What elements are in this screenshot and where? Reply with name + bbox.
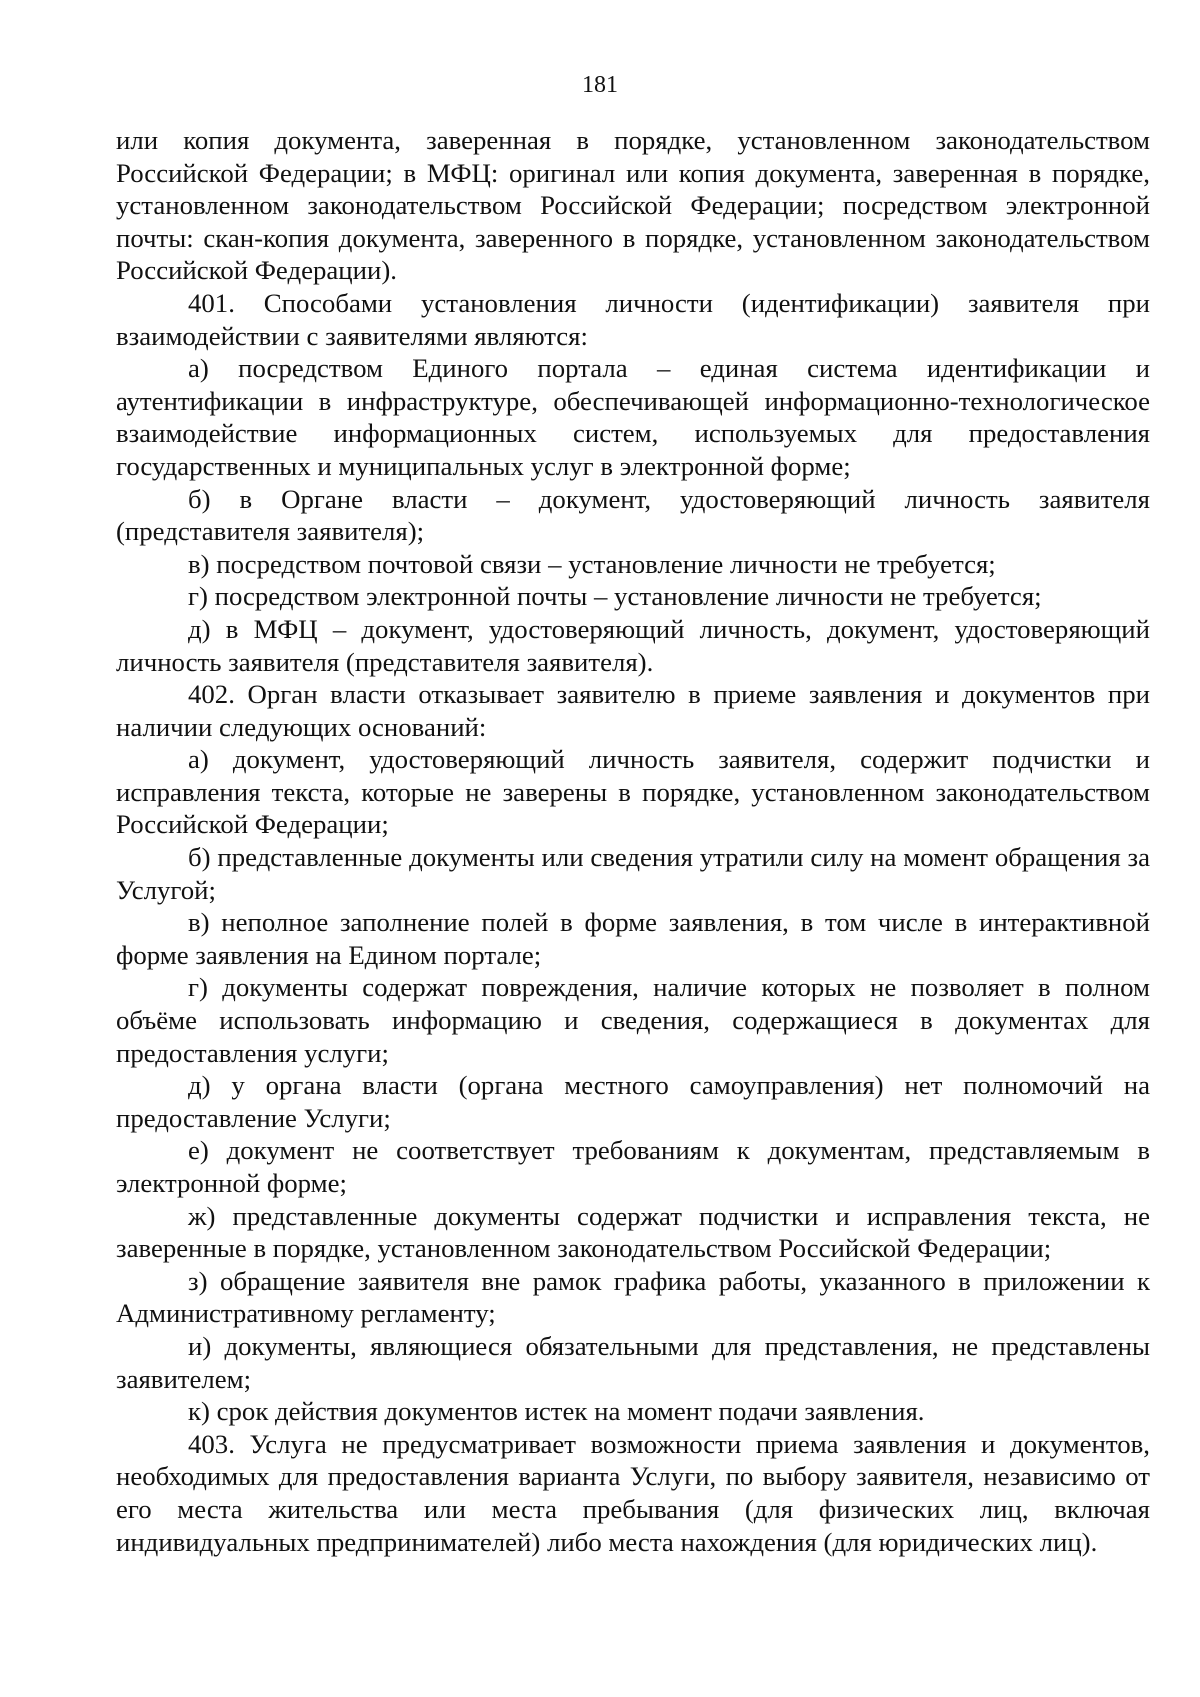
page-number: 181 [582,72,618,98]
list-item: в) неполное заполнение полей в форме заявления, в том числе в интерактивной форме заявления на Едином портале; [116,907,1150,970]
list-item: б) в Органе власти – документ, удостоверяющий личность заявителя (представителя заявителя); [116,483,1150,547]
list-item: а) документ, удостоверяющий личность заявителя, содержит подчистки и исправления текста, которые не заверены в порядке, установленном законодательством Российской Федерации; [116,744,1150,840]
list-item: в) посредством почтовой связи – установление личности не требуется; [188,548,996,579]
paragraph: 403. Услуга не предусматривает возможности приема заявления и документов, необходимых для предоставления варианта Услуги, по выбору заявителя, независимо от его места жительства или места пребывания (для физических лиц, включая индивидуальных предпринимателей) либо места нахождения (для юридических лиц). [116,1428,1150,1557]
list-item: г) посредством электронной почты – установление личности не требуется; [188,581,1042,612]
list-item: д) у органа власти (органа местного самоуправления) нет полномочий на предоставление Услуги; [116,1070,1150,1133]
paragraph: 402. Орган власти отказывает заявителю в приеме заявления и документов при наличии следующих оснований: [116,679,1150,742]
list-item: д) в МФЦ – документ, удостоверяющий личность, документ, удостоверяющий личность заявителя (представителя заявителя). [116,613,1150,677]
list-item: г) документы содержат повреждения, наличие которых не позволяет в полном объёме использовать информацию и сведения, содержащиеся в документах для предоставления услуги; [116,972,1150,1068]
list-item: е) документ не соответствует требованиям к документам, представляемым в электронной форме; [116,1135,1150,1198]
paragraph: или копия документа, заверенная в порядке, установленном законодательством Российской Федерации; в МФЦ: оригинал или копия документа, заверенная в порядке, установленном законодательством Российской Федерации; посредством электронной почты: скан-копия документа, заверенного в порядке, установленном законодательством Российской Федерации). [116,125,1150,286]
list-item: а) посредством Единого портала – единая система идентификации и аутентификации в инфраструктуре, обеспечивающей информационно-технологическое взаимодействие информационных систем, используемых для предоставления государственных и муниципальных услуг в электронной форме; [116,353,1150,481]
document-body [116,124,1150,1558]
list-item: з) обращение заявителя вне рамок графика работы, указанного в приложении к Административному регламенту; [116,1265,1150,1329]
list-item: и) документы, являющиеся обязательными для представления, не представлены заявителем; [116,1330,1150,1394]
list-item: к) срок действия документов истек на момент подачи заявления. [188,1396,925,1427]
list-item: ж) представленные документы содержат подчистки и исправления текста, не заверенные в порядке, установленном законодательством Российской Федерации; [116,1200,1150,1264]
paragraph: 401. Способами установления личности (идентификации) заявителя при взаимодействии с заявителями являются: [116,287,1150,351]
list-item: б) представленные документы или сведения утратили силу на момент обращения за Услугой; [116,842,1150,905]
